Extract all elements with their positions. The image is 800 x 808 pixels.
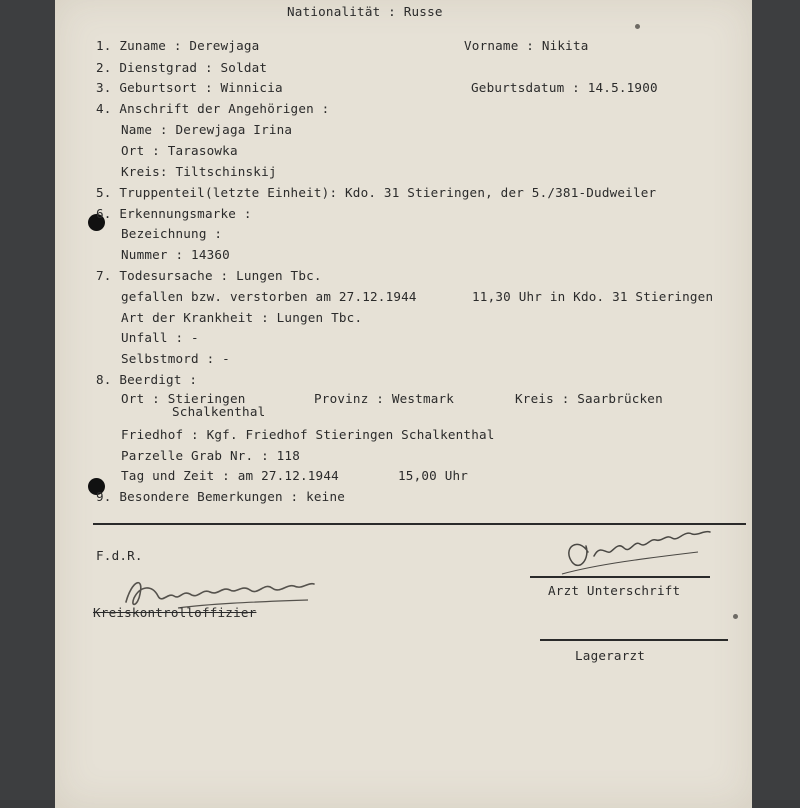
field-id-tag: 6. Erkennungsmarke : <box>96 206 252 221</box>
field-cause-of-death: 7. Todesursache : Lungen Tbc. <box>96 268 322 283</box>
field-remarks: 9. Besondere Bemerkungen : keine <box>96 489 346 504</box>
paper-speck <box>733 614 738 619</box>
field-birthdate: Geburtsdatum : 14.5.1900 <box>471 80 658 95</box>
field-burial-ort-line2: Schalkenthal <box>172 404 266 419</box>
doctor-signature <box>548 522 718 580</box>
field-burial-provinz: Provinz : Westmark <box>314 391 455 406</box>
field-grave-plot: Parzelle Grab Nr. : 118 <box>121 448 300 463</box>
field-relative-name: Name : Derewjaga Irina <box>121 122 293 137</box>
camp-doctor-label: Lagerarzt <box>575 648 646 663</box>
field-time-place-of-death: 11,30 Uhr in Kdo. 31 Stieringen <box>472 289 714 304</box>
field-surname: 1. Zuname : Derewjaga <box>96 38 260 53</box>
fdr-label: F.d.R. <box>96 548 143 563</box>
kreis-officer-label: Kreiskontrolloffizier <box>93 605 257 620</box>
field-tag-number: Nummer : 14360 <box>121 247 230 262</box>
field-unit: 5. Truppenteil(letzte Einheit): Kdo. 31 Stieringen, der 5./381-Dudweiler <box>96 185 657 200</box>
field-buried: 8. Beerdigt : <box>96 372 198 387</box>
field-burial-hour: 15,00 Uhr <box>398 468 469 483</box>
field-burial-ort: Ort : Stieringen <box>121 391 246 406</box>
field-suicide: Selbstmord : - <box>121 351 230 366</box>
field-illness-type: Art der Krankheit : Lungen Tbc. <box>121 310 363 325</box>
field-relative-kreis: Kreis: Tiltschinskij <box>121 164 277 179</box>
field-relative-ort: Ort : Tarasowka <box>121 143 238 158</box>
field-rank: 2. Dienstgrad : Soldat <box>96 60 268 75</box>
doctor-signature-line <box>530 576 710 578</box>
field-accident: Unfall : - <box>121 330 199 345</box>
field-birthplace: 3. Geburtsort : Winnicia <box>96 80 283 95</box>
field-date-of-death: gefallen bzw. verstorben am 27.12.1944 <box>121 289 417 304</box>
field-burial-kreis: Kreis : Saarbrücken <box>515 391 663 406</box>
nationality-header: Nationalität : Russe <box>287 4 443 19</box>
field-relatives-address: 4. Anschrift der Angehörigen : <box>96 101 330 116</box>
field-firstname: Vorname : Nikita <box>464 38 589 53</box>
field-designation: Bezeichnung : <box>121 226 223 241</box>
field-cemetery: Friedhof : Kgf. Friedhof Stieringen Schalkenthal <box>121 427 495 442</box>
field-burial-date: Tag und Zeit : am 27.12.1944 <box>121 468 339 483</box>
camp-doctor-line <box>540 639 728 641</box>
doctor-signature-label: Arzt Unterschrift <box>548 583 681 598</box>
paper-speck <box>635 24 640 29</box>
